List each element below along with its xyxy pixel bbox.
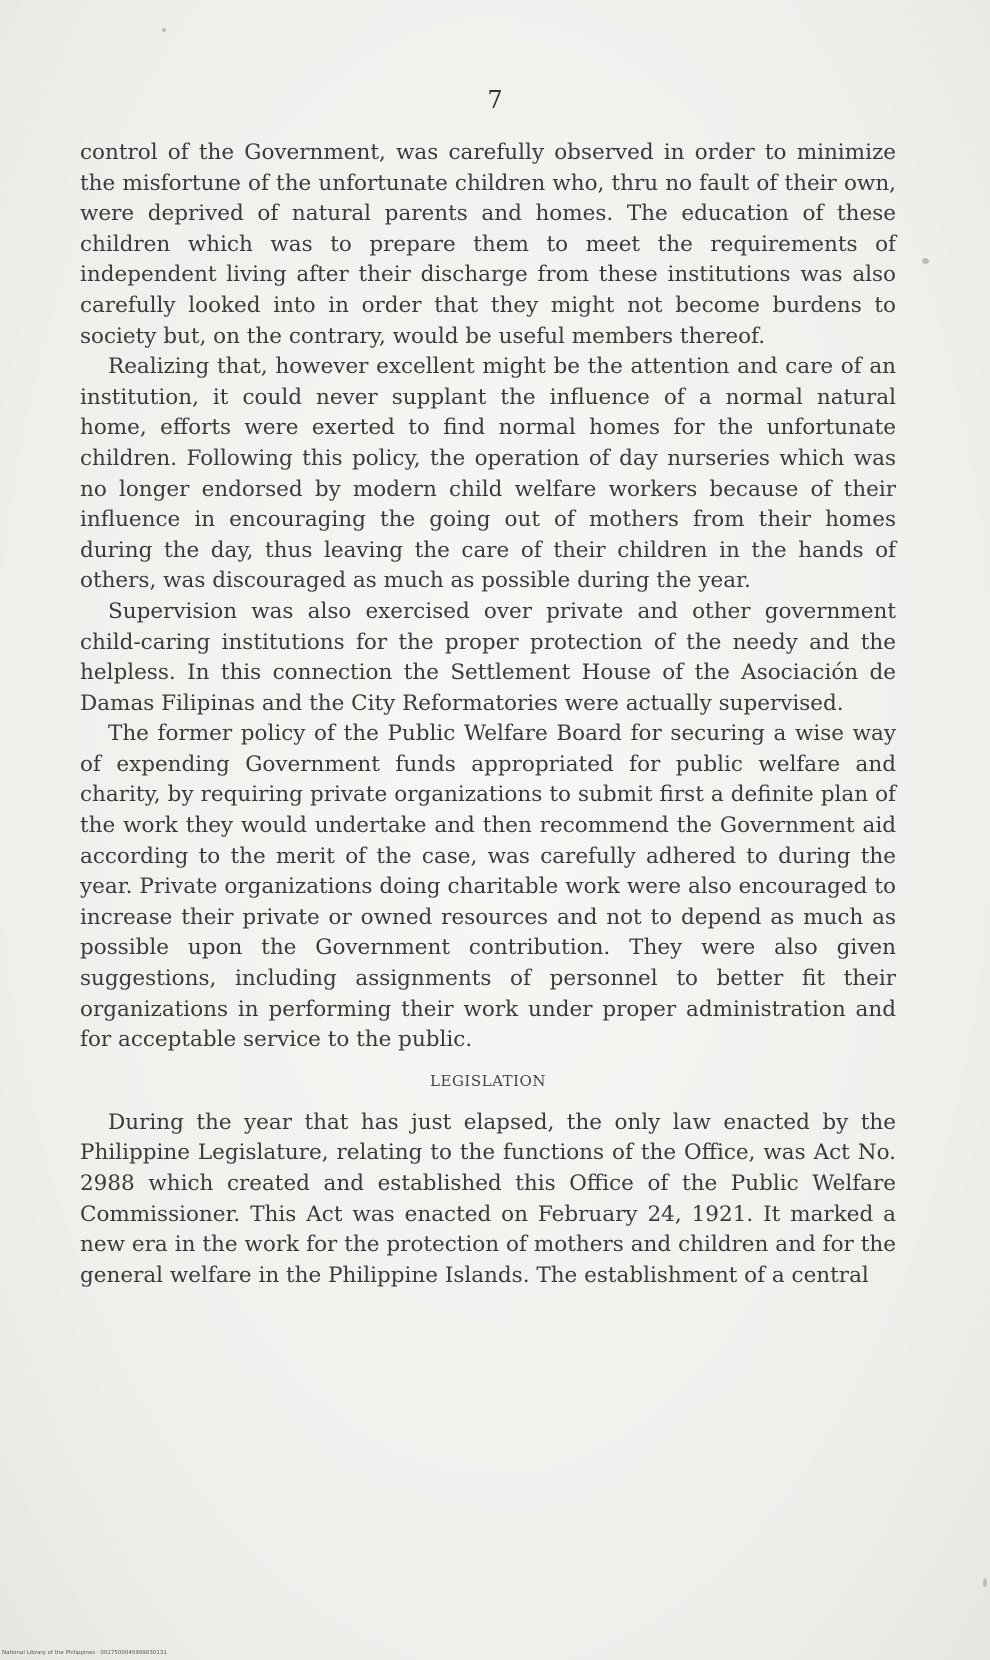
page-number: 7 [487,86,503,114]
library-stamp: National Library of the Philippines · 0027500045999030131 [2,1650,167,1656]
document-body [80,138,896,1291]
scan-speck [922,258,929,264]
paragraph-legislation: During the year that has just elapsed, the only law enacted by the Philippine Legislature, relating to the functions of the Office, was Act No. 2988 which created and established this Office of the Public Welfare Commissioner. This Act was enacted on February 24, 1921. It marked a new era in the work for the protection of mothers and children and for the general welfare in the Philippine Islands. The establishment of a central [80,1109,896,1288]
paragraph-home-placement: Realizing that, however excellent might be the attention and care of an institution, it could never supplant the influence of a normal natural home, efforts were exerted to find normal homes for the unfortunate children. Following this policy, the operation of day nurseries which was no longer endorsed by modern child welfare workers because of their influence in encouraging the going out of mothers from their homes during the day, thus leaving the care of their children in the hands of others, was discouraged as much as possible during the year. [80,354,896,594]
scan-speck [983,1578,987,1587]
paragraph-supervision: Supervision was also exercised over private and other government child-caring institutions for the proper protection of the needy and the helpless. In this connection the Settlement House of the Asociación de Damas Filipinas and the City Reformatories were actually supervised. [80,598,896,716]
paragraph-funds-policy: The former policy of the Public Welfare Board for securing a wise way of expending Government funds appropriated for public welfare and charity, by requiring private organizations to submit first a definite plan of the work they would undertake and then recommend the Government aid according to the merit of the case, was carefully adhered to during the year. Private organizations doing charitable work were also encouraged to increase their private or owned resources and not to depend as much as possible upon the Government contribution. They were also given suggestions, including assignments of personnel to better fit their organizations in performing their work under proper administration and for acceptable service to the public. [80,721,896,1053]
section-heading-legislation: LEGISLATION [430,1071,546,1090]
paragraph-continued: control of the Government, was carefully observed in order to minimize the misfortune of the unfortunate children who, thru no fault of their own, were deprived of natural parents and homes. The education of these children which was to prepare them to meet the requirements of independent living after their discharge from these institutions was also carefully looked into in order that they might not become burdens to society but, on the contrary, would be useful members thereof. [80,140,896,349]
scan-speck [162,28,166,32]
